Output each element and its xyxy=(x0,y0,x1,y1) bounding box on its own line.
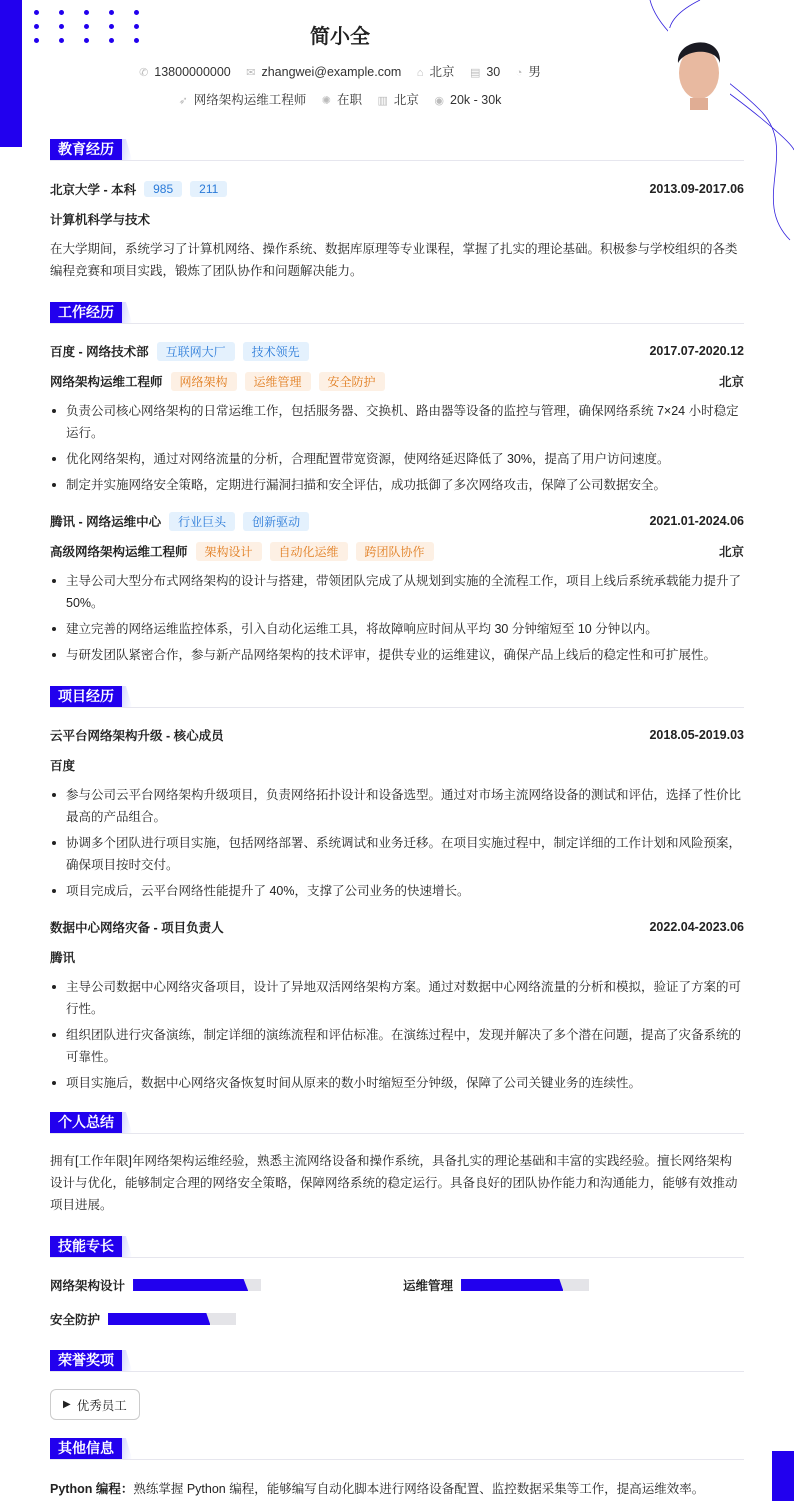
bullet: 优化网络架构，通过对网络流量的分析，合理配置带宽资源，使网络延迟降低了 30%，提高了用户访问速度。 xyxy=(50,448,744,470)
tag: 技术领先 xyxy=(243,342,309,361)
school: 北京大学 - 本科 xyxy=(50,183,137,197)
play-triangle-icon: ▶ xyxy=(63,1399,71,1410)
skill-item xyxy=(403,1274,744,1296)
job-intent-row xyxy=(0,90,680,108)
send-icon: ➶ xyxy=(178,95,188,107)
tag: 创新驱动 xyxy=(243,512,309,531)
tag: 架构设计 xyxy=(196,542,262,561)
skill-item xyxy=(50,1308,403,1330)
work-item xyxy=(50,506,744,666)
project-item xyxy=(50,912,744,1094)
salary-icon: ◉ xyxy=(434,95,445,107)
project-org: 腾讯 xyxy=(50,951,76,965)
position: 网络架构运维工程师 xyxy=(193,93,307,107)
bullet: 项目实施后，数据中心网络灾备恢复时间从原来的数小时缩短至分钟级，保障了公司关键业务的连续性。 xyxy=(50,1072,744,1094)
skill-bar xyxy=(108,1313,236,1325)
award-item[interactable] xyxy=(50,1389,140,1420)
summary-text: 拥有[工作年限]年网络架构运维经验，熟悉主流网络设备和操作系统，具备扎实的理论基础和丰富的实践经验。擅长网络架构设计与优化，能够制定合理的网络安全策略，保障网络系统的稳定运行。具备良好的团队协作能力和沟通能力，能够有效推动项目进展。 xyxy=(50,1154,738,1212)
city: 北京 xyxy=(718,545,744,559)
project-item xyxy=(50,720,744,902)
bullet: 组织团队进行灾备演练，制定详细的演练流程和评估标准。在演练过程中，发现并解决了多个潜在问题，提高了灾备系统的可靠性。 xyxy=(50,1024,744,1068)
other-info xyxy=(50,1478,744,1500)
section-header-summary: 个人总结 xyxy=(50,1112,744,1134)
other-text: 熟练掌握 Python 编程，能够编写自动化脚本进行网络设备配置、监控数据采集等工作，提高运维效率。 xyxy=(133,1482,705,1496)
education-description: 在大学期间，系统学习了计算机网络、操作系统、数据库原理等专业课程，掌握了扎实的理论基础。积极参与学校组织的各类编程竞赛和项目实践，锻炼了团队协作和问题解决能力。 xyxy=(50,242,738,278)
company: 腾讯 - 网络运维中心 xyxy=(50,515,162,529)
bullet: 与研发团队紧密合作，参与新产品网络架构的技术评审，提供专业的运维建议，确保产品上线后的稳定性和可扩展性。 xyxy=(50,644,744,666)
skill-name: 运维管理 xyxy=(403,1279,454,1293)
date: 2018.05-2019.03 xyxy=(649,728,744,742)
tag: 211 xyxy=(190,181,227,197)
gender: 男 xyxy=(528,65,541,79)
date: 2021.01-2024.06 xyxy=(649,514,744,528)
tag: 自动化运维 xyxy=(270,542,348,561)
section-header-projects: 项目经历 xyxy=(50,686,744,708)
project-name: 数据中心网络灾备 - 项目负责人 xyxy=(50,921,224,935)
tag: 运维管理 xyxy=(245,372,311,391)
bullet: 负责公司核心网络架构的日常运维工作，包括服务器、交换机、路由器等设备的监控与管理，确保网络系统 7×24 小时稳定运行。 xyxy=(50,400,744,444)
other-label: Python 编程： xyxy=(50,1482,134,1496)
phone: 13800000000 xyxy=(154,65,231,79)
section-header-education: 教育经历 xyxy=(50,139,744,161)
status-icon: ✺ xyxy=(321,95,331,107)
project-org: 百度 xyxy=(50,759,76,773)
bullet: 建立完善的网络运维监控体系，引入自动化运维工具，将故障响应时间从平均 30 分钟缩短至 10 分钟以内。 xyxy=(50,618,744,640)
education-item xyxy=(50,174,744,282)
location: 北京 xyxy=(429,65,455,79)
section-header-work: 工作经历 xyxy=(50,302,744,324)
tag: 安全防护 xyxy=(319,372,385,391)
decorative-right-bar xyxy=(772,1451,794,1501)
bullet: 主导公司大型分布式网络架构的设计与搭建，带领团队完成了从规划到实施的全流程工作，项目上线后系统承载能力提升了 50%。 xyxy=(50,570,744,614)
tag: 985 xyxy=(144,181,182,197)
skill-bar-fill xyxy=(461,1279,563,1291)
bullet: 参与公司云平台网络架构升级项目，负责网络拓扑设计和设备选型。通过对市场主流网络设备的测试和评估，选择了性价比最高的产品组合。 xyxy=(50,784,744,828)
building-icon: ▥ xyxy=(377,95,388,107)
work-item xyxy=(50,336,744,496)
major: 计算机科学与技术 xyxy=(50,213,151,227)
status: 在职 xyxy=(337,93,363,107)
bullet: 项目完成后，云平台网络性能提升了 40%，支撑了公司业务的快速增长。 xyxy=(50,880,744,902)
salary: 20k - 30k xyxy=(450,93,502,107)
section-header-honors: 荣誉奖项 xyxy=(50,1350,744,1372)
date: 2013.09-2017.06 xyxy=(649,182,744,196)
tag: 跨团队协作 xyxy=(356,542,434,561)
section-header-skills: 技能专长 xyxy=(50,1236,744,1258)
skills-list xyxy=(50,1274,744,1330)
phone-icon: ✆ xyxy=(139,67,149,79)
age: 30 xyxy=(486,65,501,79)
email: zhangwei@example.com xyxy=(261,65,402,79)
resume-content xyxy=(50,139,744,1500)
contact-info-row xyxy=(0,62,680,80)
role: 高级网络架构运维工程师 xyxy=(50,545,188,559)
tag: 行业巨头 xyxy=(169,512,235,531)
role: 网络架构运维工程师 xyxy=(50,375,163,389)
bullet: 主导公司数据中心网络灾备项目，设计了异地双活网络架构方案。通过对数据中心网络流量的分析和模拟，验证了方案的可行性。 xyxy=(50,976,744,1020)
date: 2017.07-2020.12 xyxy=(649,344,744,358)
email-icon: ✉ xyxy=(246,67,256,79)
age-icon: ▤ xyxy=(469,67,481,79)
bullet: 制定并实施网络安全策略，定期进行漏洞扫描和安全评估，成功抵御了多次网络攻击，保障了公司数据安全。 xyxy=(50,474,744,496)
target-city: 北京 xyxy=(393,93,419,107)
award-name: 优秀员工 xyxy=(76,1398,127,1413)
date: 2022.04-2023.06 xyxy=(649,920,744,934)
city: 北京 xyxy=(718,375,744,389)
skill-bar xyxy=(461,1279,589,1291)
skill-name: 安全防护 xyxy=(50,1313,101,1327)
company: 百度 - 网络技术部 xyxy=(50,345,149,359)
section-header-other: 其他信息 xyxy=(50,1438,744,1460)
candidate-name: 简小全 xyxy=(310,26,370,48)
home-icon: ⌂ xyxy=(416,67,424,79)
gender-icon: ◔ xyxy=(515,67,523,79)
bullet: 协调多个团队进行项目实施，包括网络部署、系统调试和业务迁移。在项目实施过程中，制定详细的工作计划和风险预案，确保项目按时交付。 xyxy=(50,832,744,876)
tag: 网络架构 xyxy=(171,372,237,391)
skill-bar xyxy=(133,1279,261,1291)
skill-bar-fill xyxy=(108,1313,210,1325)
skill-name: 网络架构设计 xyxy=(50,1279,126,1293)
skill-item xyxy=(50,1274,403,1296)
project-name: 云平台网络架构升级 - 核心成员 xyxy=(50,729,224,743)
tag: 互联网大厂 xyxy=(157,342,235,361)
skill-bar-fill xyxy=(133,1279,248,1291)
